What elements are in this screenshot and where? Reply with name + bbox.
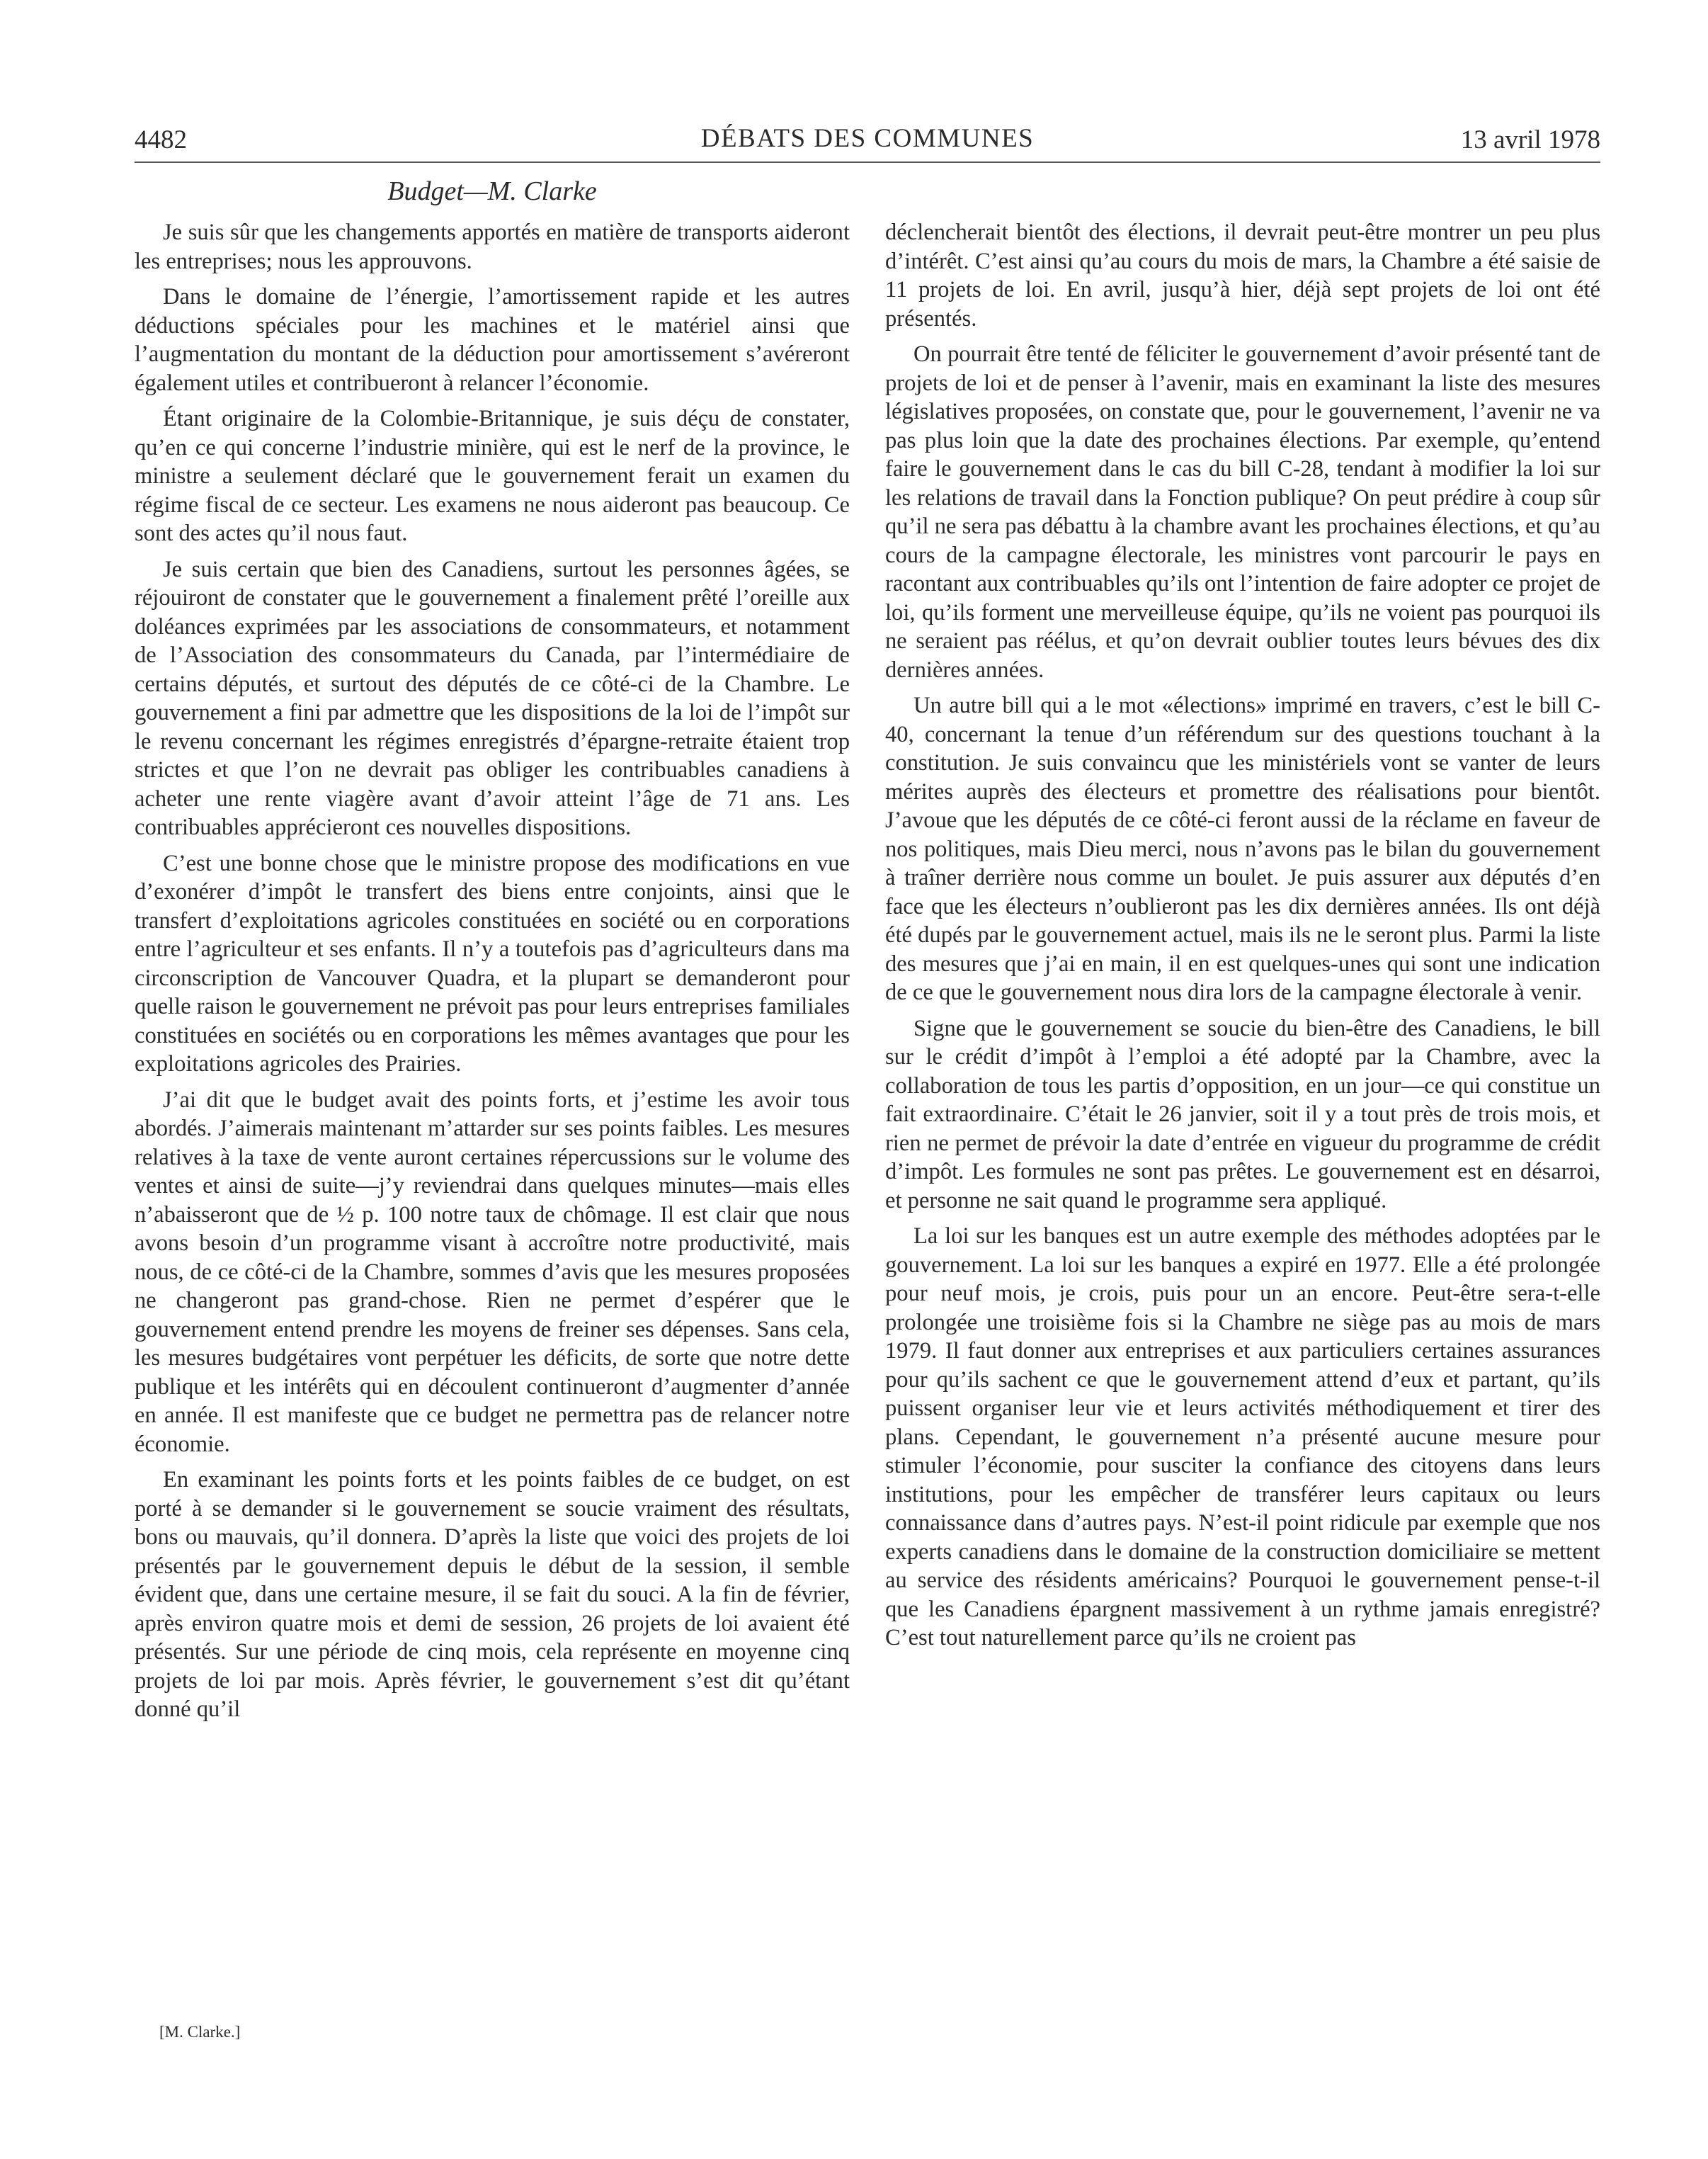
page-number: 4482 xyxy=(135,125,187,154)
section-heading: Budget—M. Clarke xyxy=(387,176,597,206)
paragraph: Signe que le gouvernement se soucie du bien-être des Canadiens, le bill sur le crédit d’impôt à l’emploi a été adopté par la Chambre, avec la collaboration de tous les partis d’opposition, en un jour—ce qui constitue un fait extraordinaire. C’était le 26 janvier, soit il y a tout près de trois mois, et rien ne permet de prévoir la date d’entrée en vigueur du programme de crédit d’impôt. Les formules ne sont pas prêtes. Le gouvernement est en désarroi, et personne ne sait quand le programme sera appliqué. xyxy=(885,1015,1600,1213)
right-column xyxy=(885,218,1600,1660)
paragraph: Étant originaire de la Colombie-Britannique, je suis déçu de constater, qu’en ce qui concerne l’industrie minière, qui est le nerf de la province, le ministre a seulement déclaré que le gouvernement ferait un examen du régime fiscal de ce secteur. Les examens ne nous aideront pas beaucoup. Ce sont des actes qu’il nous faut. xyxy=(135,406,850,546)
paragraph: La loi sur les banques est un autre exemple des méthodes adoptées par le gouvernement. La loi sur les banques a expiré en 1977. Elle a été prolongée pour neuf mois, je crois, puis pour un an encore. Peut-être sera-t-elle prolongée une troisième fois si la Chambre ne siège pas au mois de mars 1979. Il faut donner aux entreprises et aux particuliers certaines assurances pour qu’ils sachent ce que le gouvernement attend d’eux et partant, qu’ils puissent organiser leur vie et leurs activités méthodiquement et tirer des plans. Cependant, le gouvernement n’a présenté aucune mesure pour stimuler l’économie, pour susciter la confiance des citoyens dans leurs institutions, pour les empêcher de transférer leurs capitaux ou leurs connaissance dans d’autres pays. N’est-il point ridicule par exemple que nos experts canadiens dans le domaine de la construction domiciliaire se mettent au service des résidents américains? Pourquoi le gouvernement pense-t-il que les Canadiens épargnent massivement à un rythme jamais enregistré? C’est tout naturellement parce qu’ils ne croient pas xyxy=(885,1223,1600,1650)
left-column xyxy=(135,218,850,1731)
paragraph: J’ai dit que le budget avait des points forts, et j’estime les avoir tous abordés. J’aimerais maintenant m’attarder sur ses points faibles. Les mesures relatives à la taxe de vente auront certaines répercussions sur le volume des ventes et ainsi de suite—j’y reviendrai dans quelques minutes—mais elles n’abaisseront que de ½ p. 100 notre taux de chômage. Il est clair que nous avons besoin d’un programme visant à accroître notre productivité, mais nous, de ce côté-ci de la Chambre, sommes d’avis que les mesures proposées ne changeront pas grand-chose. Rien ne permet d’espérer que le gouvernement entend prendre les moyens de freiner ses dépenses. Sans cela, les mesures budgétaires vont perpétuer les déficits, de sorte que notre dette publique et les intérêts qui en découlent continueront d’augmenter d’année en année. Il est manifeste que ce budget ne permettra pas de relancer notre économie. xyxy=(135,1087,850,1457)
paragraph-continued: déclencherait bientôt des élections, il devrait peut-être montrer un peu plus d’intérêt. C’est ainsi qu’au cours du mois de mars, la Chambre a été saisie de 11 projets de loi. En avril, jusqu’à hier, déjà sept projets de loi ont été présentés. xyxy=(885,220,1600,332)
paragraph: On pourrait être tenté de féliciter le gouvernement d’avoir présenté tant de projets de loi et de penser à l’avenir, mais en examinant la liste des mesures législatives proposées, on constate que, pour le gouvernement, l’avenir ne va pas plus loin que la date des prochaines élections. Par exemple, qu’entend faire le gouvernement dans le cas du bill C-28, tendant à modifier la loi sur les relations de travail dans la Fonction publique? On peut prédire à coup sûr qu’il ne sera pas débattu à la chambre avant les prochaines élections, et qu’au cours de la campagne électorale, les ministres vont parcourir le pays en racontant aux contribuables qu’ils ont l’intention de faire adopter ce projet de loi, qu’ils forment une merveilleuse équipe, qu’ils ne voient pas pourquoi ils ne seraient pas réélus, et qu’on devrait oublier toutes leurs bévues des dix dernières années. xyxy=(885,341,1600,683)
paragraph: Un autre bill qui a le mot «élections» imprimé en travers, c’est le bill C-40, concernant la tenue d’un référendum sur des questions touchant à la constitution. Je suis convaincu que les ministériels vont se vanter de leurs mérites auprès des électeurs et promettre des réalisations pour bientôt. J’avoue que les députés de ce côté-ci feront aussi de la réclame en faveur de nos politiques, mais Dieu merci, nous n’avons pas le bilan du gouvernement à traîner derrière nous comme un boulet. Je puis assurer aux députés d’en face que les électeurs n’oublieront pas les dix dernières années. Ils ont déjà été dupés par le gouvernement actuel, mais ils ne le seront plus. Parmi la liste des mesures que j’ai en main, il en est quelques-unes qui sont une indication de ce que le gouvernement nous dira lors de la campagne électorale à venir. xyxy=(885,693,1600,1005)
paragraph: Je suis sûr que les changements apportés en matière de transports aideront les entreprises; nous les approuvons. xyxy=(135,220,850,274)
speaker-footnote: [M. Clarke.] xyxy=(159,2023,241,2041)
paragraph: En examinant les points forts et les points faibles de ce budget, on est porté à se demander si le gouvernement se soucie vraiment des résultats, bons ou mauvais, qu’il donnera. D’après la liste que voici des projets de loi présentés par le gouvernement depuis le début de la session, il semble évident que, dans une certaine mesure, il se fait du souci. A la fin de février, après environ quatre mois et demi de session, 26 projets de loi avaient été présentés. Sur une période de cinq mois, cela représente en moyenne cinq projets de loi par mois. Après février, le gouvernement s’est dit qu’étant donné qu’il xyxy=(135,1467,850,1722)
paragraph: Dans le domaine de l’énergie, l’amortissement rapide et les autres déductions spéciales pour les machines et le matériel ainsi que l’augmentation du montant de la déduction pour amortissement s’avéreront également utiles et contribueront à relancer l’économie. xyxy=(135,284,850,396)
publication-date: 13 avril 1978 xyxy=(1460,125,1600,154)
paragraph: C’est une bonne chose que le ministre propose des modifications en vue d’exonérer d’impôt le transfert des biens entre conjoints, ainsi que le transfert d’exploitations agricoles constituées en société ou en corporations entre l’agriculteur et ses enfants. Il n’y a toutefois pas d’agriculteurs dans ma circonscription de Vancouver Quadra, et la plupart se demanderont pour quelle raison le gouvernement ne prévoit pas pour leurs entreprises familiales constituées en sociétés ou en corporations les mêmes avantages que pour les exploitations agricoles des Prairies. xyxy=(135,850,850,1077)
journal-title: DÉBATS DES COMMUNES xyxy=(700,124,1035,153)
page-header xyxy=(135,119,1600,160)
header-divider xyxy=(135,162,1600,163)
paragraph: Je suis certain que bien des Canadiens, surtout les personnes âgées, se réjouiront de constater que le gouvernement a finalement prêté l’oreille aux doléances exprimées par les associations de consommateurs, et notamment de l’Association des consommateurs du Canada, par l’intermédiaire de certains députés, et surtout des députés de ce côté-ci de la Chambre. Le gouvernement a fini par admettre que les dispositions de la loi de l’impôt sur le revenu concernant les régimes enregistrés d’épargne-retraite étaient trop strictes et que l’on ne devrait pas obliger les contribuables canadiens à acheter une rente viagère avant d’avoir atteint l’âge de 71 ans. Les contribuables apprécieront ces nouvelles dispositions. xyxy=(135,556,850,840)
